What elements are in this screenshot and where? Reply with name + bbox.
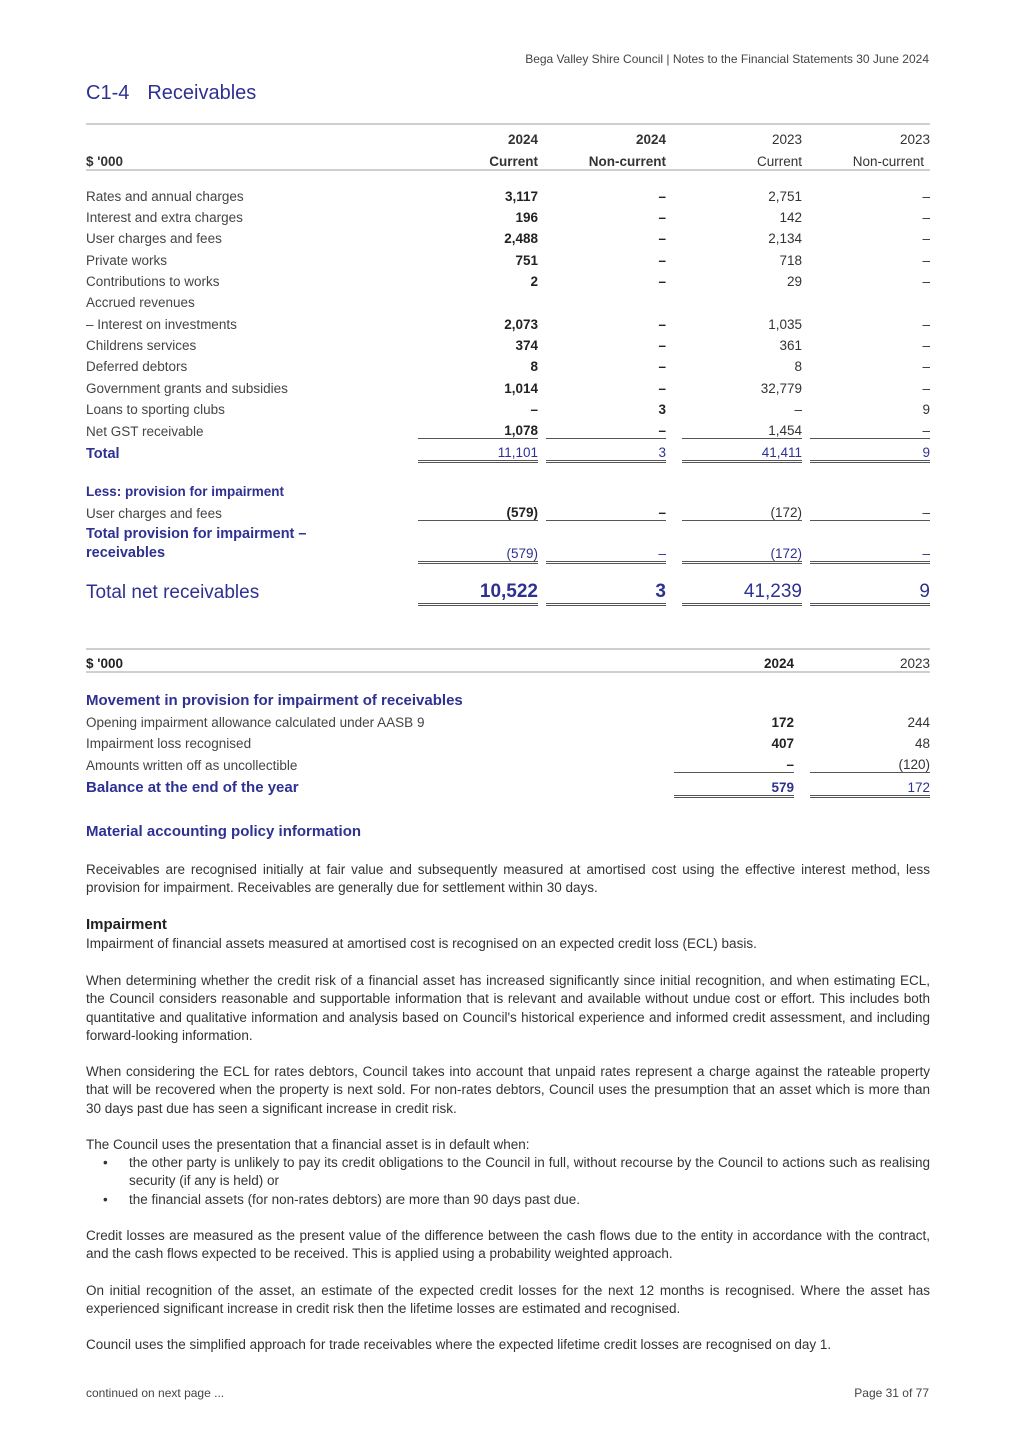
less-heading-row xyxy=(86,477,930,498)
column-gap xyxy=(666,521,682,563)
cell-2023: 172 xyxy=(810,773,930,796)
table-row xyxy=(86,417,930,439)
header-rule-row xyxy=(86,672,930,687)
column-year: 2024 xyxy=(635,132,666,148)
cell-2024-noncurrent: 3 xyxy=(546,439,666,462)
page-number: Page 31 of 77 xyxy=(854,1386,929,1400)
header-spacer xyxy=(86,126,418,147)
column-gap xyxy=(666,204,682,225)
column-gap xyxy=(666,183,682,204)
column-type: Non-current xyxy=(588,153,666,169)
cell-2023-current: 142 xyxy=(779,210,802,226)
cell-2023-noncurrent: 9 xyxy=(922,401,930,417)
table1-top-rule xyxy=(86,123,930,125)
cell-2024-noncurrent: – xyxy=(658,188,666,204)
column-gap xyxy=(666,353,682,374)
row-label: Net GST receivable xyxy=(86,423,204,439)
column-gap xyxy=(794,751,810,773)
column-gap xyxy=(538,417,546,439)
table-row xyxy=(86,396,930,417)
column-type: Current xyxy=(489,153,538,169)
policy-heading: Material accounting policy information xyxy=(86,823,362,840)
header-rule xyxy=(86,170,930,183)
cell-2023-noncurrent: – xyxy=(922,252,930,268)
column-year: 2023 xyxy=(771,132,802,148)
column-gap xyxy=(794,709,810,730)
table-row xyxy=(86,268,930,289)
policy-paragraph-6: Credit losses are measured as the present value of the difference between the cash flows due to the entity in accordance with the contract, and the cash flows expected to be received. This is applied using a probability weighted approach. xyxy=(86,1228,930,1262)
column-gap xyxy=(802,147,810,169)
policy-paragraph-7: On initial recognition of the asset, an estimate of the expected credit losses for the next 12 months is recognised. Where the asset has experienced significant increase in credit risk then the lifetime losses are estimated and recognised. xyxy=(86,1283,930,1317)
column-gap xyxy=(538,204,546,225)
cell-2023-current: – xyxy=(794,401,802,417)
cell-2023: 244 xyxy=(907,714,930,730)
column-gap xyxy=(666,578,682,604)
table-row xyxy=(86,204,930,225)
column-gap xyxy=(802,578,810,604)
bullet-icon: • xyxy=(103,1155,108,1170)
row-label: Private works xyxy=(86,252,168,268)
cell-2023-noncurrent: – xyxy=(922,188,930,204)
default-conditions-list xyxy=(86,1154,930,1209)
spacer-row xyxy=(86,563,930,579)
list-item: • the other party is unlikely to pay its credit obligations to the Council in full, without recourse by the Council to actions such as realising security (if any is held) or xyxy=(103,1155,930,1189)
cell-value: 3 xyxy=(546,578,666,604)
column-gap xyxy=(666,225,682,246)
cell-2023-noncurrent: 9 xyxy=(810,439,930,462)
section-title xyxy=(86,82,256,105)
cell-2023-current: 32,779 xyxy=(760,380,802,396)
cell-2023-noncurrent: – xyxy=(922,380,930,396)
column-gap xyxy=(802,417,810,439)
impairment-heading: Impairment xyxy=(86,916,167,933)
cell-value: – xyxy=(810,521,930,563)
section-name: Receivables xyxy=(147,82,257,104)
row-label: Accrued revenues xyxy=(86,295,195,311)
cell-2024-current: 196 xyxy=(515,210,538,226)
cell-2023-noncurrent: – xyxy=(922,210,930,226)
column-type-row xyxy=(86,147,930,169)
cell-2024: 407 xyxy=(771,736,794,752)
cell-2024-current: 11,101 xyxy=(418,439,538,462)
cell-2024-noncurrent: – xyxy=(658,359,666,375)
column-gap xyxy=(802,374,810,395)
table-row xyxy=(86,751,930,773)
less-heading: Less: provision for impairment xyxy=(86,483,285,499)
cell-2024-current xyxy=(418,289,538,310)
cell-2023-noncurrent: – xyxy=(922,274,930,290)
row-label: Loans to sporting clubs xyxy=(86,401,225,417)
cell-2023-noncurrent: – xyxy=(922,359,930,375)
column-gap xyxy=(794,773,810,796)
policy-paragraph-1: Receivables are recognised initially at fair value and subsequently measured at amortised cost using the effective interest method, less provision for impairment. Receivables are generally due for settlement within 30 days. xyxy=(86,862,930,896)
policy-paragraph-3: When determining whether the credit risk of a financial asset has increased significantly since initial recognition, and when estimating ECL, the Council considers reasonable and supportable information that is relevant and available without undue cost or effort. This includes both quantitative and qualitative information and analysis based on Council's historical experience and informed credit assessment, and including forward-looking information. xyxy=(86,973,930,1043)
column-gap xyxy=(538,332,546,353)
cell-value: 10,522 xyxy=(418,578,538,604)
cell-2023-noncurrent: – xyxy=(922,231,930,247)
receivables-table xyxy=(86,126,930,606)
table-row xyxy=(86,353,930,374)
spacer xyxy=(86,462,930,478)
column-gap xyxy=(666,289,682,310)
cell-2024-current: (579) xyxy=(418,499,538,521)
cell-value: (172) xyxy=(682,521,802,563)
column-gap xyxy=(802,225,810,246)
table-row xyxy=(86,709,930,730)
row-label: Opening impairment allowance calculated under AASB 9 xyxy=(86,714,425,730)
cell-2023-current: 361 xyxy=(779,337,802,353)
column-gap xyxy=(538,183,546,204)
row-label xyxy=(86,521,418,563)
cell-2023: 48 xyxy=(914,736,930,752)
cell-2024-noncurrent: – xyxy=(658,337,666,353)
policy-paragraph-4: When considering the ECL for rates debtors, Council takes into account that unpaid rates represent a charge against the rateable property that will be recovered when the property is next sold. For non-rates debtors, Council uses the presumption that an asset which is more than 30 days past due has seen a significant increase in credit risk. xyxy=(86,1064,930,1116)
policy-paragraph-2: Impairment of financial assets measured at amortised cost is recognised on an expected credit loss (ECL) basis. xyxy=(86,936,757,951)
row-label: Deferred debtors xyxy=(86,359,188,375)
continued-note: continued on next page ... xyxy=(86,1386,225,1400)
column-gap xyxy=(802,332,810,353)
cell-2023-current: 1,454 xyxy=(682,417,802,439)
list-item: • the financial assets (for non-rates debtors) are more than 90 days past due. xyxy=(86,1191,930,1209)
cell-2023-noncurrent: – xyxy=(810,417,930,439)
table-row xyxy=(86,730,930,751)
column-gap xyxy=(538,578,546,604)
row-label: Childrens services xyxy=(86,337,197,353)
policy-paragraph-8: Council uses the simplified approach for trade receivables where the expected lifetime credit losses are recognised on day 1. xyxy=(86,1337,832,1352)
column-gap xyxy=(666,310,682,331)
column-year: 2023 xyxy=(899,132,930,148)
table-row xyxy=(86,310,930,331)
table-row xyxy=(86,499,930,521)
column-gap xyxy=(666,147,682,169)
row-label: Interest and extra charges xyxy=(86,210,243,226)
column-gap xyxy=(802,439,810,462)
cell-value: (579) xyxy=(418,521,538,563)
movement-heading: Movement in provision for impairment of receivables xyxy=(86,691,463,709)
row-label: Total net receivables xyxy=(86,582,260,604)
column-gap xyxy=(802,310,810,331)
cell-2024-current: 2 xyxy=(530,274,538,290)
total-net-row xyxy=(86,578,930,604)
row-label: Balance at the end of the year xyxy=(86,779,299,797)
cell-2023-current: 2,134 xyxy=(768,231,802,247)
spacer xyxy=(86,563,930,579)
cell-value: 41,239 xyxy=(682,578,802,604)
cell-2024-current: 3,117 xyxy=(504,188,538,204)
table-row xyxy=(86,374,930,395)
column-gap xyxy=(802,521,810,563)
cell-2024-noncurrent: – xyxy=(658,274,666,290)
cell-2023-noncurrent: – xyxy=(922,316,930,332)
column-gap xyxy=(538,310,546,331)
total-row xyxy=(86,439,930,462)
cell-2024-noncurrent: 3 xyxy=(658,401,666,417)
column-gap xyxy=(538,439,546,462)
column-gap xyxy=(666,268,682,289)
cell-2024-noncurrent xyxy=(546,289,666,310)
cell-2024-noncurrent: – xyxy=(658,316,666,332)
column-gap xyxy=(538,521,546,563)
table-row xyxy=(86,332,930,353)
column-gap xyxy=(666,396,682,417)
cell-2023-current: 8 xyxy=(794,359,802,375)
column-gap xyxy=(666,332,682,353)
balance-row xyxy=(86,773,930,796)
cell-2024-noncurrent: – xyxy=(658,252,666,268)
cell-2024-current: 2,073 xyxy=(504,316,538,332)
cell-2023-noncurrent: – xyxy=(922,337,930,353)
cell-2024-current: 1,078 xyxy=(418,417,538,439)
column-type: Non-current xyxy=(852,153,924,169)
cell-value: 9 xyxy=(810,578,930,604)
column-gap xyxy=(538,147,546,169)
column-year: 2023 xyxy=(899,656,930,672)
row-label: Government grants and subsidies xyxy=(86,380,288,396)
cell-2024-current: 751 xyxy=(515,252,538,268)
column-gap xyxy=(666,439,682,462)
cell-2024-noncurrent: – xyxy=(658,210,666,226)
row-label: Contributions to works xyxy=(86,274,220,290)
cell-2023-current: 2,751 xyxy=(768,188,802,204)
cell-2023-current: 718 xyxy=(779,252,802,268)
header-rule-row xyxy=(86,170,930,183)
column-gap xyxy=(538,396,546,417)
column-header-row xyxy=(86,650,930,672)
row-label: Rates and annual charges xyxy=(86,188,244,204)
cell-value: – xyxy=(546,521,666,563)
column-gap xyxy=(538,289,546,310)
column-gap xyxy=(802,353,810,374)
cell-2023-noncurrent xyxy=(810,289,930,310)
cell-2024-current: – xyxy=(530,401,538,417)
bullet-icon: • xyxy=(103,1191,108,1207)
column-gap xyxy=(802,396,810,417)
column-gap xyxy=(802,246,810,267)
row-label: User charges and fees xyxy=(86,231,222,247)
column-gap xyxy=(802,289,810,310)
cell-2023-current xyxy=(682,289,802,310)
row-label: Impairment loss recognised xyxy=(86,736,252,752)
column-type: Current xyxy=(756,153,802,169)
cell-2024-noncurrent: – xyxy=(658,380,666,396)
column-gap xyxy=(538,126,546,147)
cell-2023: (120) xyxy=(810,751,930,773)
cell-2024-noncurrent: – xyxy=(546,499,666,521)
cell-2023-current: 1,035 xyxy=(768,316,802,332)
table-row xyxy=(86,246,930,267)
cell-2023-noncurrent: – xyxy=(810,499,930,521)
column-gap xyxy=(666,126,682,147)
section-number: C1-4 xyxy=(86,82,130,104)
movement-heading-row xyxy=(86,687,930,708)
column-gap xyxy=(538,374,546,395)
column-year: 2024 xyxy=(763,656,794,672)
cell-2023-current: (172) xyxy=(682,499,802,521)
row-label: User charges and fees xyxy=(86,505,222,521)
unit-label: $ '000 xyxy=(86,153,123,169)
page-header: Bega Valley Shire Council | Notes to the Financial Statements 30 June 2024 xyxy=(525,52,929,66)
total-provision-row xyxy=(86,521,930,563)
column-gap xyxy=(666,246,682,267)
row-label: – Interest on investments xyxy=(86,316,237,332)
column-gap xyxy=(802,183,810,204)
column-gap xyxy=(538,353,546,374)
row-label-line: receivables xyxy=(86,544,166,561)
column-gap xyxy=(538,225,546,246)
cell-2024: 172 xyxy=(771,714,794,730)
cell-2024: 579 xyxy=(674,773,794,796)
cell-2023-current: 41,411 xyxy=(682,439,802,462)
table-row xyxy=(86,225,930,246)
cell-2023-current: 29 xyxy=(786,274,802,290)
cell-2024: – xyxy=(674,751,794,773)
unit-label: $ '000 xyxy=(86,656,123,672)
column-gap xyxy=(802,268,810,289)
row-label-line: Total provision for impairment – xyxy=(86,525,307,542)
column-gap xyxy=(802,204,810,225)
column-gap xyxy=(802,126,810,147)
column-gap xyxy=(666,374,682,395)
cell-2024-noncurrent: – xyxy=(658,231,666,247)
column-year: 2024 xyxy=(507,132,538,148)
table-row xyxy=(86,183,930,204)
column-gap xyxy=(538,246,546,267)
column-gap xyxy=(666,499,682,521)
row-label: Amounts written off as uncollectible xyxy=(86,757,298,773)
row-label: Total xyxy=(86,445,120,462)
spacer-row xyxy=(86,462,930,478)
policy-paragraph-5: The Council uses the presentation that a financial asset is in default when: xyxy=(86,1137,530,1152)
cell-2024-current: 8 xyxy=(530,359,538,375)
header-rule xyxy=(86,672,930,687)
column-gap xyxy=(538,268,546,289)
cell-2024-current: 1,014 xyxy=(504,380,538,396)
column-gap xyxy=(802,499,810,521)
impairment-movement-table xyxy=(86,650,930,798)
table-row xyxy=(86,289,930,310)
column-gap xyxy=(794,730,810,751)
column-gap xyxy=(794,650,810,672)
cell-2024-noncurrent: – xyxy=(546,417,666,439)
cell-2024-current: 374 xyxy=(515,337,538,353)
column-year-row xyxy=(86,126,930,147)
column-gap xyxy=(538,499,546,521)
column-gap xyxy=(666,417,682,439)
cell-2024-current: 2,488 xyxy=(504,231,538,247)
